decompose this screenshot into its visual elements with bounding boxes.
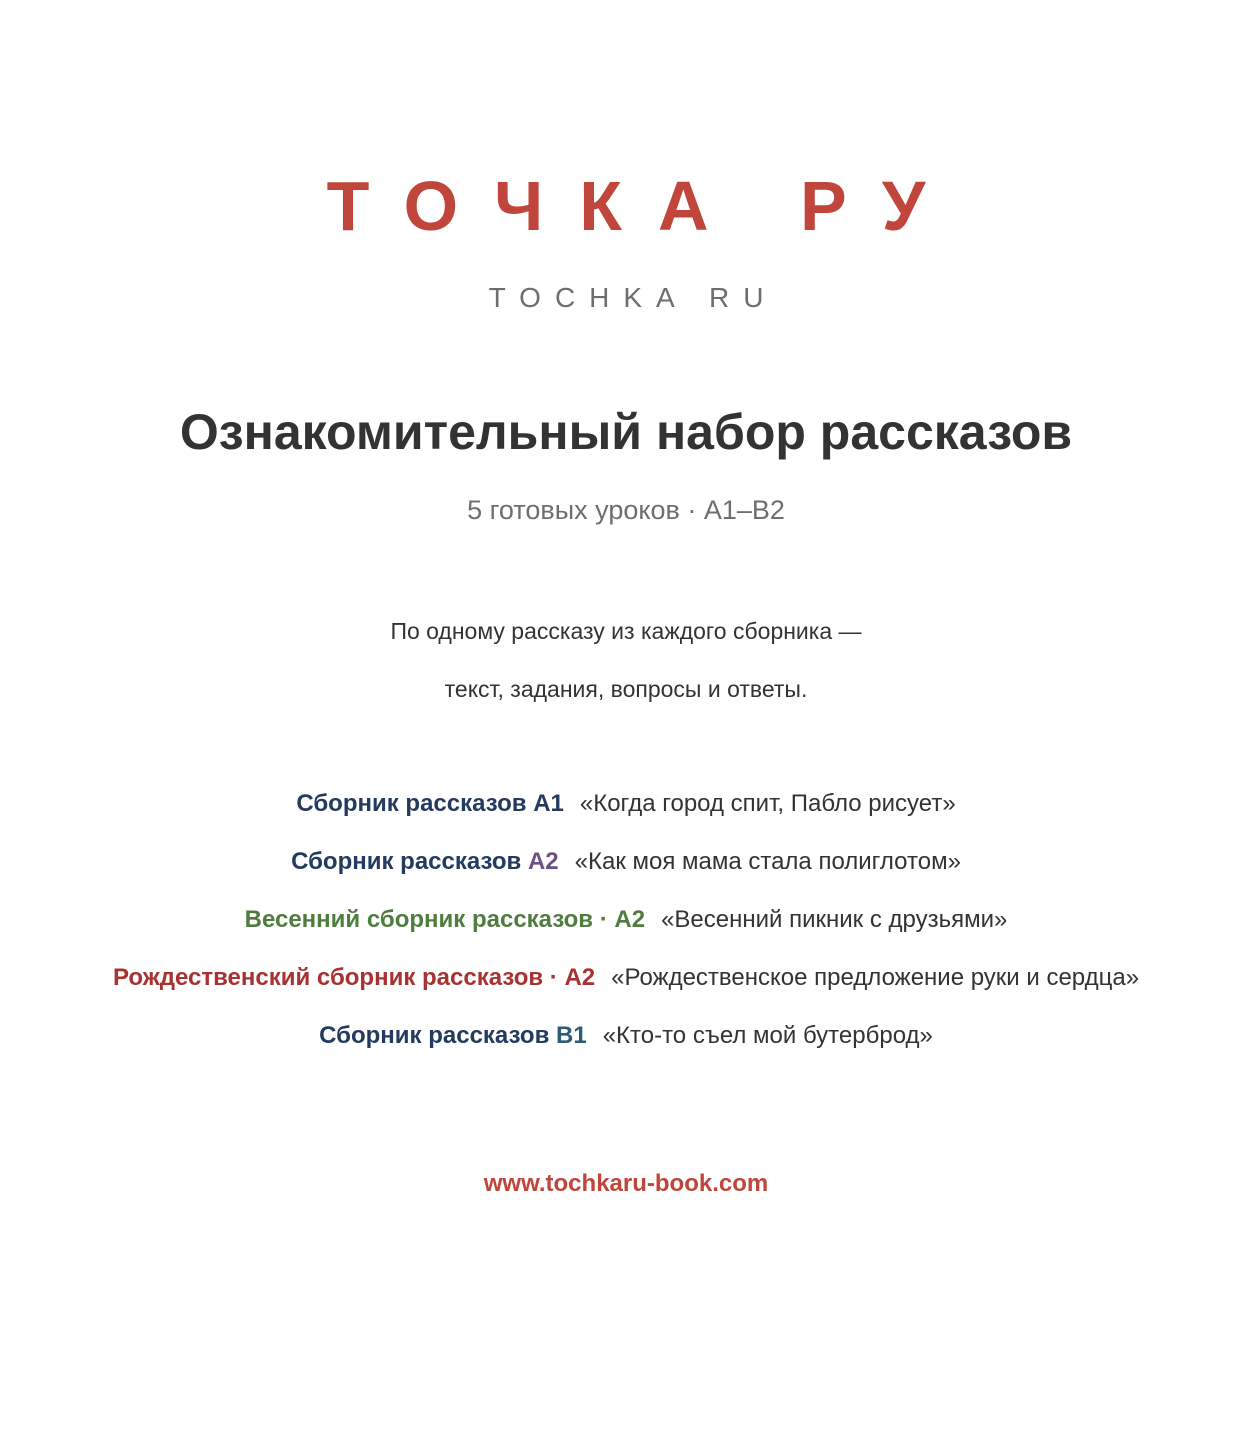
collection-item (80, 1018, 1172, 1053)
collection-story: «Кто-то съел мой бутерброд» (602, 1022, 933, 1049)
collection-name: Сборник рассказов (319, 1022, 550, 1049)
collection-level: A2 (614, 906, 646, 933)
intro-line-2: текст, задания, вопросы и ответы. (444, 676, 808, 702)
collection-item (80, 960, 1172, 995)
page-subtitle: 5 готовых уроков · A1–B2 (467, 495, 785, 525)
collection-level: A2 (527, 848, 559, 875)
collection-name: Сборник рассказов (291, 848, 522, 875)
collection-name: Сборник рассказов (296, 790, 527, 817)
collection-item (80, 786, 1172, 821)
collection-name: Рождественский сборник рассказов · (112, 964, 558, 991)
collection-item (80, 844, 1172, 879)
collection-level: A2 (564, 964, 596, 991)
collection-story: «Как моя мама стала полиглотом» (574, 848, 961, 875)
collection-level: B1 (556, 1022, 587, 1049)
collection-item (80, 902, 1172, 937)
collections-list (80, 786, 1172, 1076)
collection-name: Весенний сборник рассказов · (244, 906, 608, 933)
intro-line-1: По одному рассказу из каждого сборника — (390, 618, 862, 644)
page-title: Ознакомительный набор рассказов (179, 404, 1073, 460)
website-link[interactable]: www.tochkaru-book.com (483, 1170, 769, 1197)
brand-logo-latin: TOCHKA RU (488, 282, 778, 313)
collection-story: «Весенний пикник с друзьями» (661, 906, 1008, 933)
collection-level: A1 (533, 790, 564, 817)
collection-story: «Рождественское предложение руки и сердца» (611, 964, 1140, 991)
brand-logo-cyrillic: ТОЧКА РУ (326, 167, 962, 245)
collection-story: «Когда город спит, Пабло рисует» (579, 790, 956, 817)
